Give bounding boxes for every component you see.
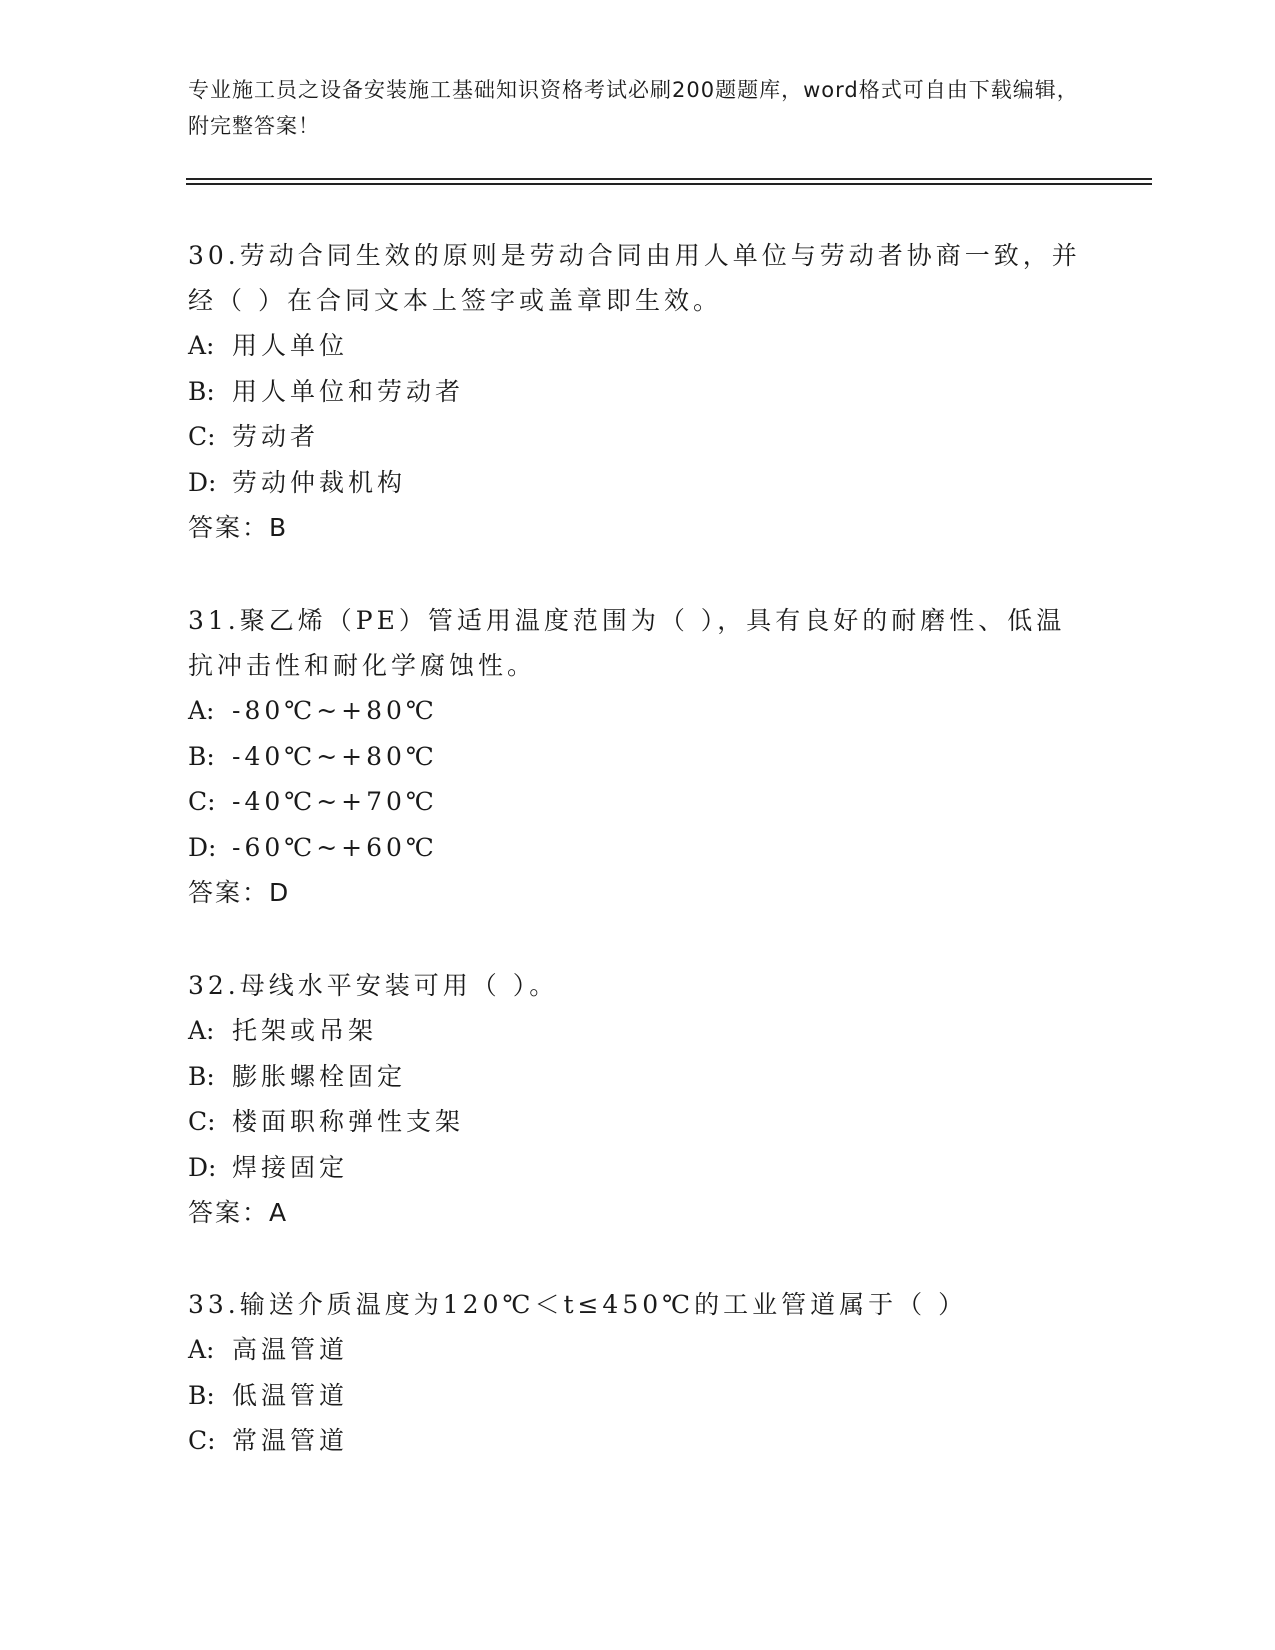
option-key: B:	[188, 1061, 215, 1091]
option-a	[188, 323, 1088, 369]
option-key: B:	[188, 1380, 215, 1410]
answer-label: 答案：	[188, 1198, 270, 1227]
answer-value: B	[269, 513, 289, 542]
answer-value: A	[269, 1198, 289, 1227]
option-c	[188, 414, 1088, 460]
option-text: 焊接固定	[232, 1152, 349, 1182]
option-d	[188, 1145, 1088, 1191]
option-d	[188, 460, 1088, 506]
option-text: -60℃~+60℃	[232, 832, 438, 862]
option-d	[188, 825, 1088, 871]
option-text: 用人单位	[232, 331, 349, 360]
option-key: B:	[188, 741, 215, 771]
option-text: 劳动者	[232, 422, 320, 451]
answer-label: 答案：	[188, 878, 270, 907]
answer-value: D	[269, 878, 291, 907]
option-key: A:	[188, 1335, 215, 1364]
option-text: 楼面职称弹性支架	[232, 1107, 465, 1136]
option-text: -40℃~+70℃	[232, 787, 438, 816]
answer-line	[188, 505, 1088, 550]
option-text: 劳动仲裁机构	[232, 467, 407, 497]
question-stem: 33.输送介质温度为120℃＜t≤450℃的工业管道属于（ ）	[188, 1290, 968, 1319]
option-c	[188, 1099, 1088, 1145]
option-key: D:	[188, 1152, 217, 1182]
option-a	[188, 688, 1088, 734]
option-text: -80℃~+80℃	[232, 696, 438, 725]
option-a	[188, 1327, 1088, 1373]
option-c	[188, 779, 1088, 825]
question-stem: 30.劳动合同生效的原则是劳动合同由用人单位与劳动者协商一致，并经（ ）在合同文本上签字或盖章即生效。	[188, 241, 1081, 315]
option-text: 常温管道	[232, 1426, 349, 1455]
option-text: 低温管道	[232, 1380, 349, 1410]
document-header: 专业施工员之设备安装施工基础知识资格考试必刷200题题库，word格式可自由下载编辑，附完整答案！	[188, 78, 1079, 138]
option-text: -40℃~+80℃	[232, 741, 438, 771]
question-stem: 31.聚乙烯（PE）管适用温度范围为（ ），具有良好的耐磨性、低温抗冲击性和耐化学腐蚀性。	[188, 606, 1066, 680]
question-stem: 32.母线水平安装可用（ ）。	[188, 971, 559, 1000]
option-text: 高温管道	[232, 1335, 349, 1364]
option-key: C:	[188, 422, 216, 451]
answer-label: 答案：	[188, 513, 270, 542]
answer-line	[188, 870, 1088, 915]
option-a	[188, 1008, 1088, 1054]
question-32	[188, 963, 1088, 1235]
question-31	[188, 598, 1088, 915]
option-key: B:	[188, 376, 215, 406]
header-rule-bottom	[186, 183, 1152, 185]
answer-line	[188, 1190, 1088, 1235]
option-key: C:	[188, 787, 216, 816]
option-key: D:	[188, 467, 217, 497]
option-text: 用人单位和劳动者	[232, 376, 465, 406]
option-key: C:	[188, 1426, 216, 1455]
header-rule-top	[186, 178, 1152, 180]
option-key: D:	[188, 832, 217, 862]
option-b	[188, 1054, 1088, 1100]
option-key: A:	[188, 331, 215, 360]
question-30	[188, 233, 1088, 550]
option-key: A:	[188, 696, 215, 725]
question-33	[188, 1282, 1088, 1464]
option-b	[188, 734, 1088, 780]
option-c	[188, 1418, 1088, 1464]
option-text: 托架或吊架	[232, 1016, 378, 1045]
option-text: 膨胀螺栓固定	[232, 1061, 407, 1091]
option-key: C:	[188, 1107, 216, 1136]
option-b	[188, 369, 1088, 415]
option-b	[188, 1373, 1088, 1419]
option-key: A:	[188, 1016, 215, 1045]
